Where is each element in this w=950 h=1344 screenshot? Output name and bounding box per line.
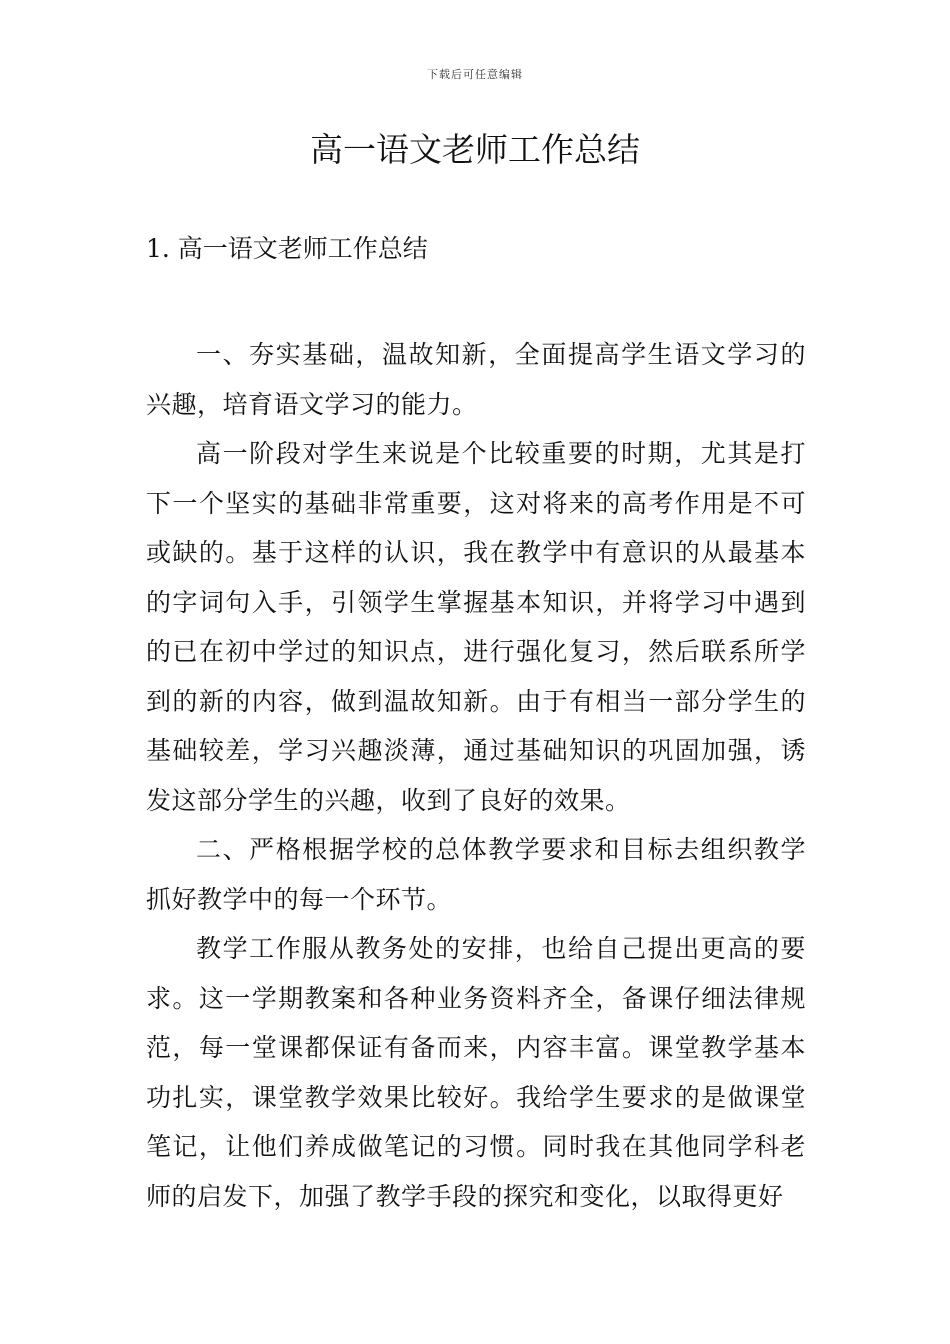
paragraph-3: 二、严格根据学校的总体教学要求和目标去组织教学抓好教学中的每一个环节。: [146, 835, 806, 914]
document-title: 高一语文老师工作总结: [310, 130, 640, 169]
document-body: [146, 330, 806, 1221]
paragraph-2: 高一阶段对学生来说是个比较重要的时期，尤其是打下一个坚实的基础非常重要，这对将来的高考作用是不可或缺的。基于这样的认识，我在教学中有意识的从最基本的字词句入手，引领学生掌握基本知识，并将学习中遇到的已在初中学过的知识点，进行强化复习，然后联系所学到的新的内容，做到温故知新。由于有相当一部分学生的基础较差，学习兴趣淡薄，通过基础知识的巩固加强，诱发这部分学生的兴趣，收到了良好的效果。: [146, 439, 806, 815]
header-note: 下载后可任意编辑: [427, 68, 523, 81]
section-heading: 1. 高一语文老师工作总结: [146, 234, 428, 263]
paragraph-1: 一、夯实基础，温故知新，全面提高学生语文学习的兴趣，培育语文学习的能力。: [146, 340, 806, 419]
paragraph-4: 教学工作服从教务处的安排，也给自己提出更高的要求。这一学期教案和各种业务资料齐全，备课仔细法律规范，每一堂课都保证有备而来，内容丰富。课堂教学基本功扎实，课堂教学效果比较好。我给学生要求的是做课堂笔记，让他们养成做笔记的习惯。同时我在其他同学科老师的启发下，加强了教学手段的探究和变化，以取得更好: [146, 934, 806, 1211]
